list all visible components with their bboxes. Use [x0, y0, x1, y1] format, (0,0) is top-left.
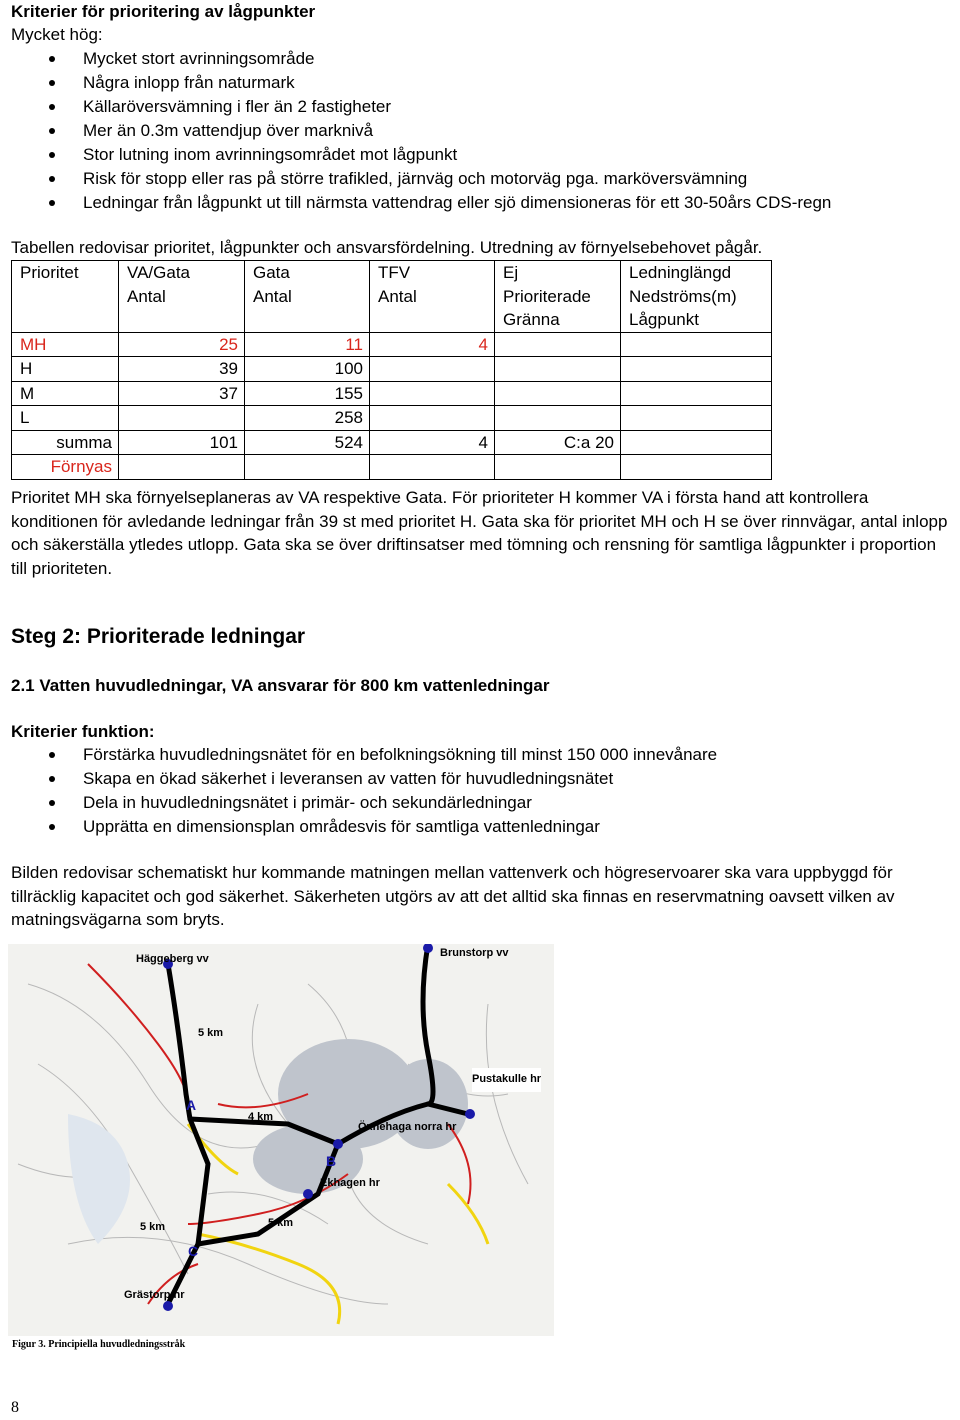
- label-distance: 5 km: [140, 1221, 166, 1233]
- list-item: Källaröversvämning i fler än 2 fastigheter: [11, 95, 831, 119]
- table-cell: 25: [119, 332, 245, 357]
- header-line: Prioriterade: [503, 286, 591, 306]
- header-line: Prioritet: [20, 263, 79, 282]
- table-row: [12, 381, 772, 406]
- header-line: Ledninglängd: [629, 263, 732, 282]
- label-distance: 5 km: [198, 1027, 224, 1039]
- label-node-c: C: [188, 1243, 199, 1259]
- table-cell: [495, 406, 621, 431]
- table-cell: [119, 406, 245, 431]
- header-gata: [245, 261, 370, 333]
- table-row: [12, 332, 772, 357]
- label-distance: 4 km: [248, 1111, 274, 1123]
- table-cell: [621, 430, 772, 455]
- header-line: TFV: [378, 263, 411, 282]
- step2-subtitle: 2.1 Vatten huvudledningar, VA ansvarar för 800 km vattenledningar: [11, 676, 550, 695]
- header-line: VA/Gata: [127, 263, 190, 282]
- header-tfv: [370, 261, 495, 333]
- table-cell: [621, 406, 772, 431]
- table-cell: Förnyas: [12, 455, 119, 480]
- table-cell: [119, 455, 245, 480]
- table-cell: [495, 357, 621, 382]
- label-node-a: A: [186, 1097, 197, 1113]
- water-network-map: [8, 944, 554, 1354]
- label-ekhagen: Ekhagen hr: [320, 1177, 380, 1189]
- table-row: [12, 406, 772, 431]
- table-cell: C:a 20: [495, 430, 621, 455]
- map-caption: Figur 3. Principiella huvudledningsstråk: [8, 1336, 558, 1354]
- table-row: [12, 357, 772, 382]
- list-item: Mer än 0.3m vattendjup över marknivå: [11, 119, 831, 143]
- function-criteria-list: [11, 743, 717, 839]
- header-ej-prioriterade: [495, 261, 621, 333]
- list-item: Några inlopp från naturmark: [11, 71, 831, 95]
- table-cell: L: [12, 406, 119, 431]
- label-node-b: B: [326, 1153, 337, 1169]
- label-haggeberg: Häggeberg vv: [136, 953, 209, 965]
- map-drawing: [8, 944, 554, 1336]
- header-line: Antal: [253, 286, 292, 306]
- table-cell: 524: [245, 430, 370, 455]
- table-cell: [495, 332, 621, 357]
- table-cell: 155: [245, 381, 370, 406]
- table-cell: 101: [119, 430, 245, 455]
- header-ledninglangd: [621, 261, 772, 333]
- list-item: Skapa en ökad säkerhet i leveransen av vatten för huvudledningsnätet: [11, 767, 717, 791]
- table-cell: 4: [370, 430, 495, 455]
- table-cell: [621, 332, 772, 357]
- label-brunstorp: Brunstorp vv: [440, 947, 509, 959]
- header-line: Antal: [127, 286, 166, 306]
- header-line: Ej: [503, 263, 519, 282]
- priority-table: [11, 260, 772, 480]
- list-item: Risk för stopp eller ras på större trafikled, järnväg och motorväg pga. marköversvämning: [11, 167, 831, 191]
- table-cell: [621, 357, 772, 382]
- criteria-list: [11, 47, 831, 215]
- table-cell: 37: [119, 381, 245, 406]
- table-cell: [495, 381, 621, 406]
- paragraph-prioritet: Prioritet MH ska förnyelseplaneras av VA respektive Gata. För prioriteter H kommer VA i första hand att kontrollera konditionen för avledande ledningar från 39 st med prioritet H. Gata ska för prioritet MH och H se över rinnvägar, antal inlopp och säkerställa ytledes utlopp. Gata ska se över driftinsatser med tömning och rensning för samtliga lågpunkter i proportion till prioriteten.: [11, 488, 948, 578]
- list-item: Stor lutning inom avrinningsområdet mot lågpunkt: [11, 143, 831, 167]
- table-row: [12, 455, 772, 480]
- table-row: [12, 430, 772, 455]
- criteria-title: Kriterier funktion:: [11, 722, 155, 741]
- table-cell: 11: [245, 332, 370, 357]
- label-pustakulle: Pustakulle hr: [472, 1068, 541, 1092]
- header-line: Antal: [378, 286, 417, 306]
- table-cell: [370, 381, 495, 406]
- section-title: Kriterier för prioritering av lågpunkter: [11, 2, 316, 21]
- table-cell: [621, 455, 772, 480]
- section-prioritering: [11, 0, 831, 215]
- table-cell: 258: [245, 406, 370, 431]
- header-line: Gränna: [503, 310, 560, 329]
- table-cell: summa: [12, 430, 119, 455]
- table-intro: Tabellen redovisar prioritet, lågpunkter och ansvarsfördelning. Utredning av förnyelsebehovet pågår.: [11, 238, 763, 257]
- label-grastorp: Grästorp hr: [124, 1289, 185, 1301]
- header-line: Gata: [253, 263, 290, 282]
- table-cell: [370, 455, 495, 480]
- table-cell: [370, 406, 495, 431]
- step2-title: Steg 2: Prioriterade ledningar: [11, 625, 306, 648]
- paragraph-schematic: Bilden redovisar schematiskt hur kommande matningen mellan vattenverk och högreservoarer ska vara uppbyggd för tillräcklig kapacitet och god säkerhet. Säkerheten utgörs av att det alltid ska finnas en reservmatning oavsett vilken av matningsvägarna som bryts.: [11, 863, 895, 929]
- header-line: Nedströms(m): [629, 286, 737, 306]
- table-cell: M: [12, 381, 119, 406]
- page-number: 8: [11, 1399, 19, 1416]
- label-oxnehaga: Öxnehaga norra hr: [358, 1121, 457, 1133]
- list-item: Förstärka huvudledningsnätet för en befolkningsökning till minst 150 000 innevånare: [11, 743, 717, 767]
- table-cell: H: [12, 357, 119, 382]
- header-prioritet: [12, 261, 119, 333]
- label-distance: 5 km: [268, 1217, 294, 1229]
- table-cell: 39: [119, 357, 245, 382]
- table-cell: 100: [245, 357, 370, 382]
- list-item: Upprätta en dimensionsplan områdesvis för samtliga vattenledningar: [11, 815, 717, 839]
- list-item: Dela in huvudledningsnätet i primär- och sekundärledningar: [11, 791, 717, 815]
- table-cell: [495, 455, 621, 480]
- table-cell: 4: [370, 332, 495, 357]
- table-cell: [370, 357, 495, 382]
- list-item: Mycket stort avrinningsområde: [11, 47, 831, 71]
- table-cell: MH: [12, 332, 119, 357]
- table-cell: [621, 381, 772, 406]
- table-cell: [245, 455, 370, 480]
- header-va-gata: [119, 261, 245, 333]
- header-line: Lågpunkt: [629, 310, 699, 329]
- list-item: Ledningar från lågpunkt ut till närmsta vattendrag eller sjö dimensioneras för ett 30-50års CDS-regn: [11, 191, 831, 215]
- table-header-row: [12, 261, 772, 333]
- level-label: Mycket hög:: [11, 25, 103, 44]
